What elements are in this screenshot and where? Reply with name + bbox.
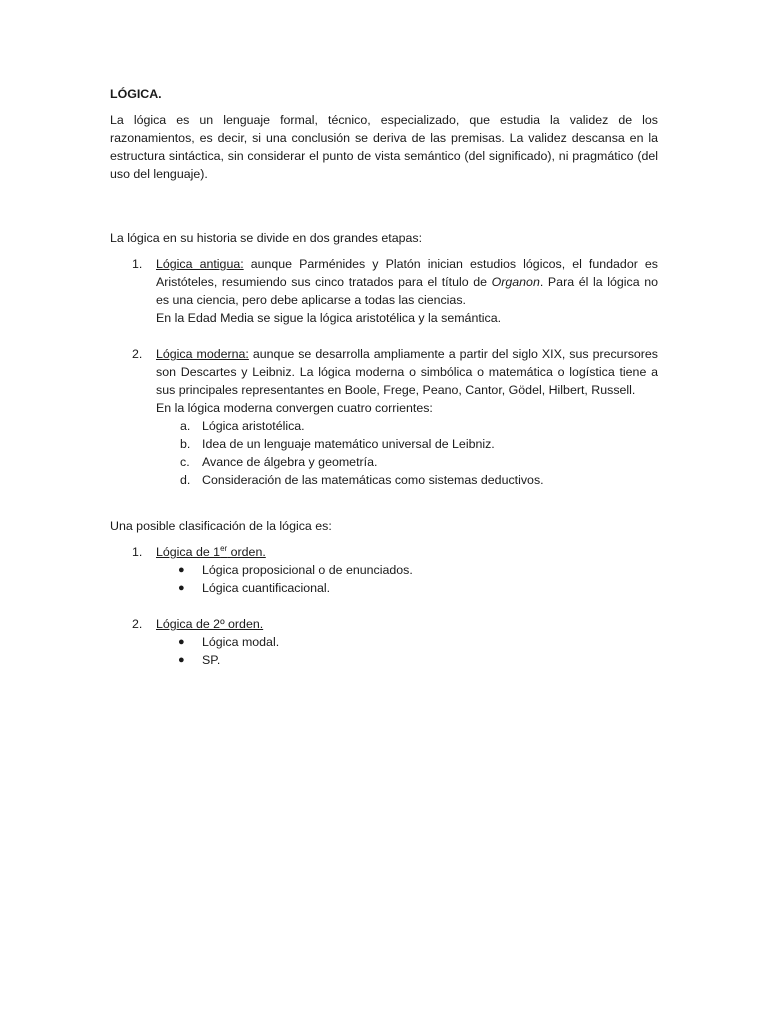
etapa-text: aunque se desarrolla ampliamente a partir del siglo XIX, sus precursores son Descartes y Leibniz. La lógica moderna o simbólica o matemática o logística tiene a sus principales representantes en Boole, Frege, Peano, Cantor, Gödel, Hilbert, Russell.	[156, 347, 658, 397]
etapa-paragraph	[156, 345, 658, 399]
list-item	[156, 417, 658, 435]
list-item-primer-orden	[110, 543, 658, 597]
list-marker: d.	[180, 473, 191, 487]
list-item	[156, 579, 658, 597]
clasificacion-list	[110, 543, 658, 669]
list-item-text: Avance de álgebra y geometría.	[202, 455, 378, 469]
list-number: 2.	[132, 347, 143, 361]
clasif-label	[156, 615, 658, 633]
list-item-logica-moderna	[110, 345, 658, 489]
clasif-label-post: orden.	[227, 545, 266, 559]
list-number: 1.	[132, 545, 143, 559]
list-item-segundo-orden	[110, 615, 658, 669]
clasif-label-text	[156, 545, 266, 559]
etapas-list	[110, 255, 658, 489]
document-body	[110, 85, 658, 669]
clasif-label-sup: er	[220, 543, 228, 553]
clasif-label-pre: Lógica de 1	[156, 545, 221, 559]
bullet-icon: ●	[178, 636, 185, 648]
list-item	[156, 453, 658, 471]
etapa-text-end: . Para él la lógica no es una ciencia, pero debe aplicarse a todas las ciencias.	[156, 275, 658, 307]
etapa-label: Lógica moderna:	[156, 347, 249, 361]
list-item-logica-antigua	[110, 255, 658, 327]
clasif-label-text: Lógica de 2º orden.	[156, 617, 264, 631]
clasificacion-intro: Una posible clasificación de la lógica es:	[110, 519, 332, 533]
etapa-text: aunque Parménides y Platón inician estudios lógicos, el fundador es Aristóteles, resumiendo sus cinco tratados para el título de	[156, 257, 658, 289]
list-item	[156, 651, 658, 669]
list-item	[156, 471, 658, 489]
list-marker: b.	[180, 437, 191, 451]
list-item-text: Consideración de las matemáticas como sistemas deductivos.	[202, 473, 544, 487]
etapa-paragraph	[156, 255, 658, 309]
bullet-icon: ●	[178, 582, 185, 594]
list-marker: c.	[180, 455, 190, 469]
etapa-italic: Organon	[491, 275, 540, 289]
etapa-label: Lógica antigua:	[156, 257, 244, 271]
document-title: LÓGICA.	[110, 87, 162, 101]
bullet-icon: ●	[178, 564, 185, 576]
etapa-extra: En la lógica moderna convergen cuatro corrientes:	[156, 401, 433, 415]
corrientes-list	[156, 417, 658, 489]
bullet-list	[156, 633, 658, 669]
list-item-text: Idea de un lenguaje matemático universal de Leibniz.	[202, 437, 495, 451]
history-intro: La lógica en su historia se divide en dos grandes etapas:	[110, 231, 423, 245]
list-item-text: Lógica modal.	[202, 635, 280, 649]
clasif-label	[156, 543, 658, 561]
list-number: 2.	[132, 617, 143, 631]
bullet-list	[156, 561, 658, 597]
list-number: 1.	[132, 257, 143, 271]
etapa-extra: En la Edad Media se sigue la lógica aristotélica y la semántica.	[156, 311, 502, 325]
list-item-text: SP.	[202, 653, 221, 667]
bullet-icon: ●	[178, 654, 185, 666]
list-item	[156, 435, 658, 453]
list-item-text: Lógica aristotélica.	[202, 419, 305, 433]
intro-paragraph: La lógica es un lenguaje formal, técnico, especializado, que estudia la validez de los razonamientos, es decir, si una conclusión se deriva de las premisas. La validez descansa en la estructura sintáctica, sin considerar el punto de vista semántico (del significado), ni pragmático (del uso del lenguaje).	[110, 113, 658, 181]
list-marker: a.	[180, 419, 191, 433]
list-item	[156, 561, 658, 579]
list-item	[156, 633, 658, 651]
list-item-text: Lógica cuantificacional.	[202, 581, 331, 595]
list-item-text: Lógica proposicional o de enunciados.	[202, 563, 413, 577]
